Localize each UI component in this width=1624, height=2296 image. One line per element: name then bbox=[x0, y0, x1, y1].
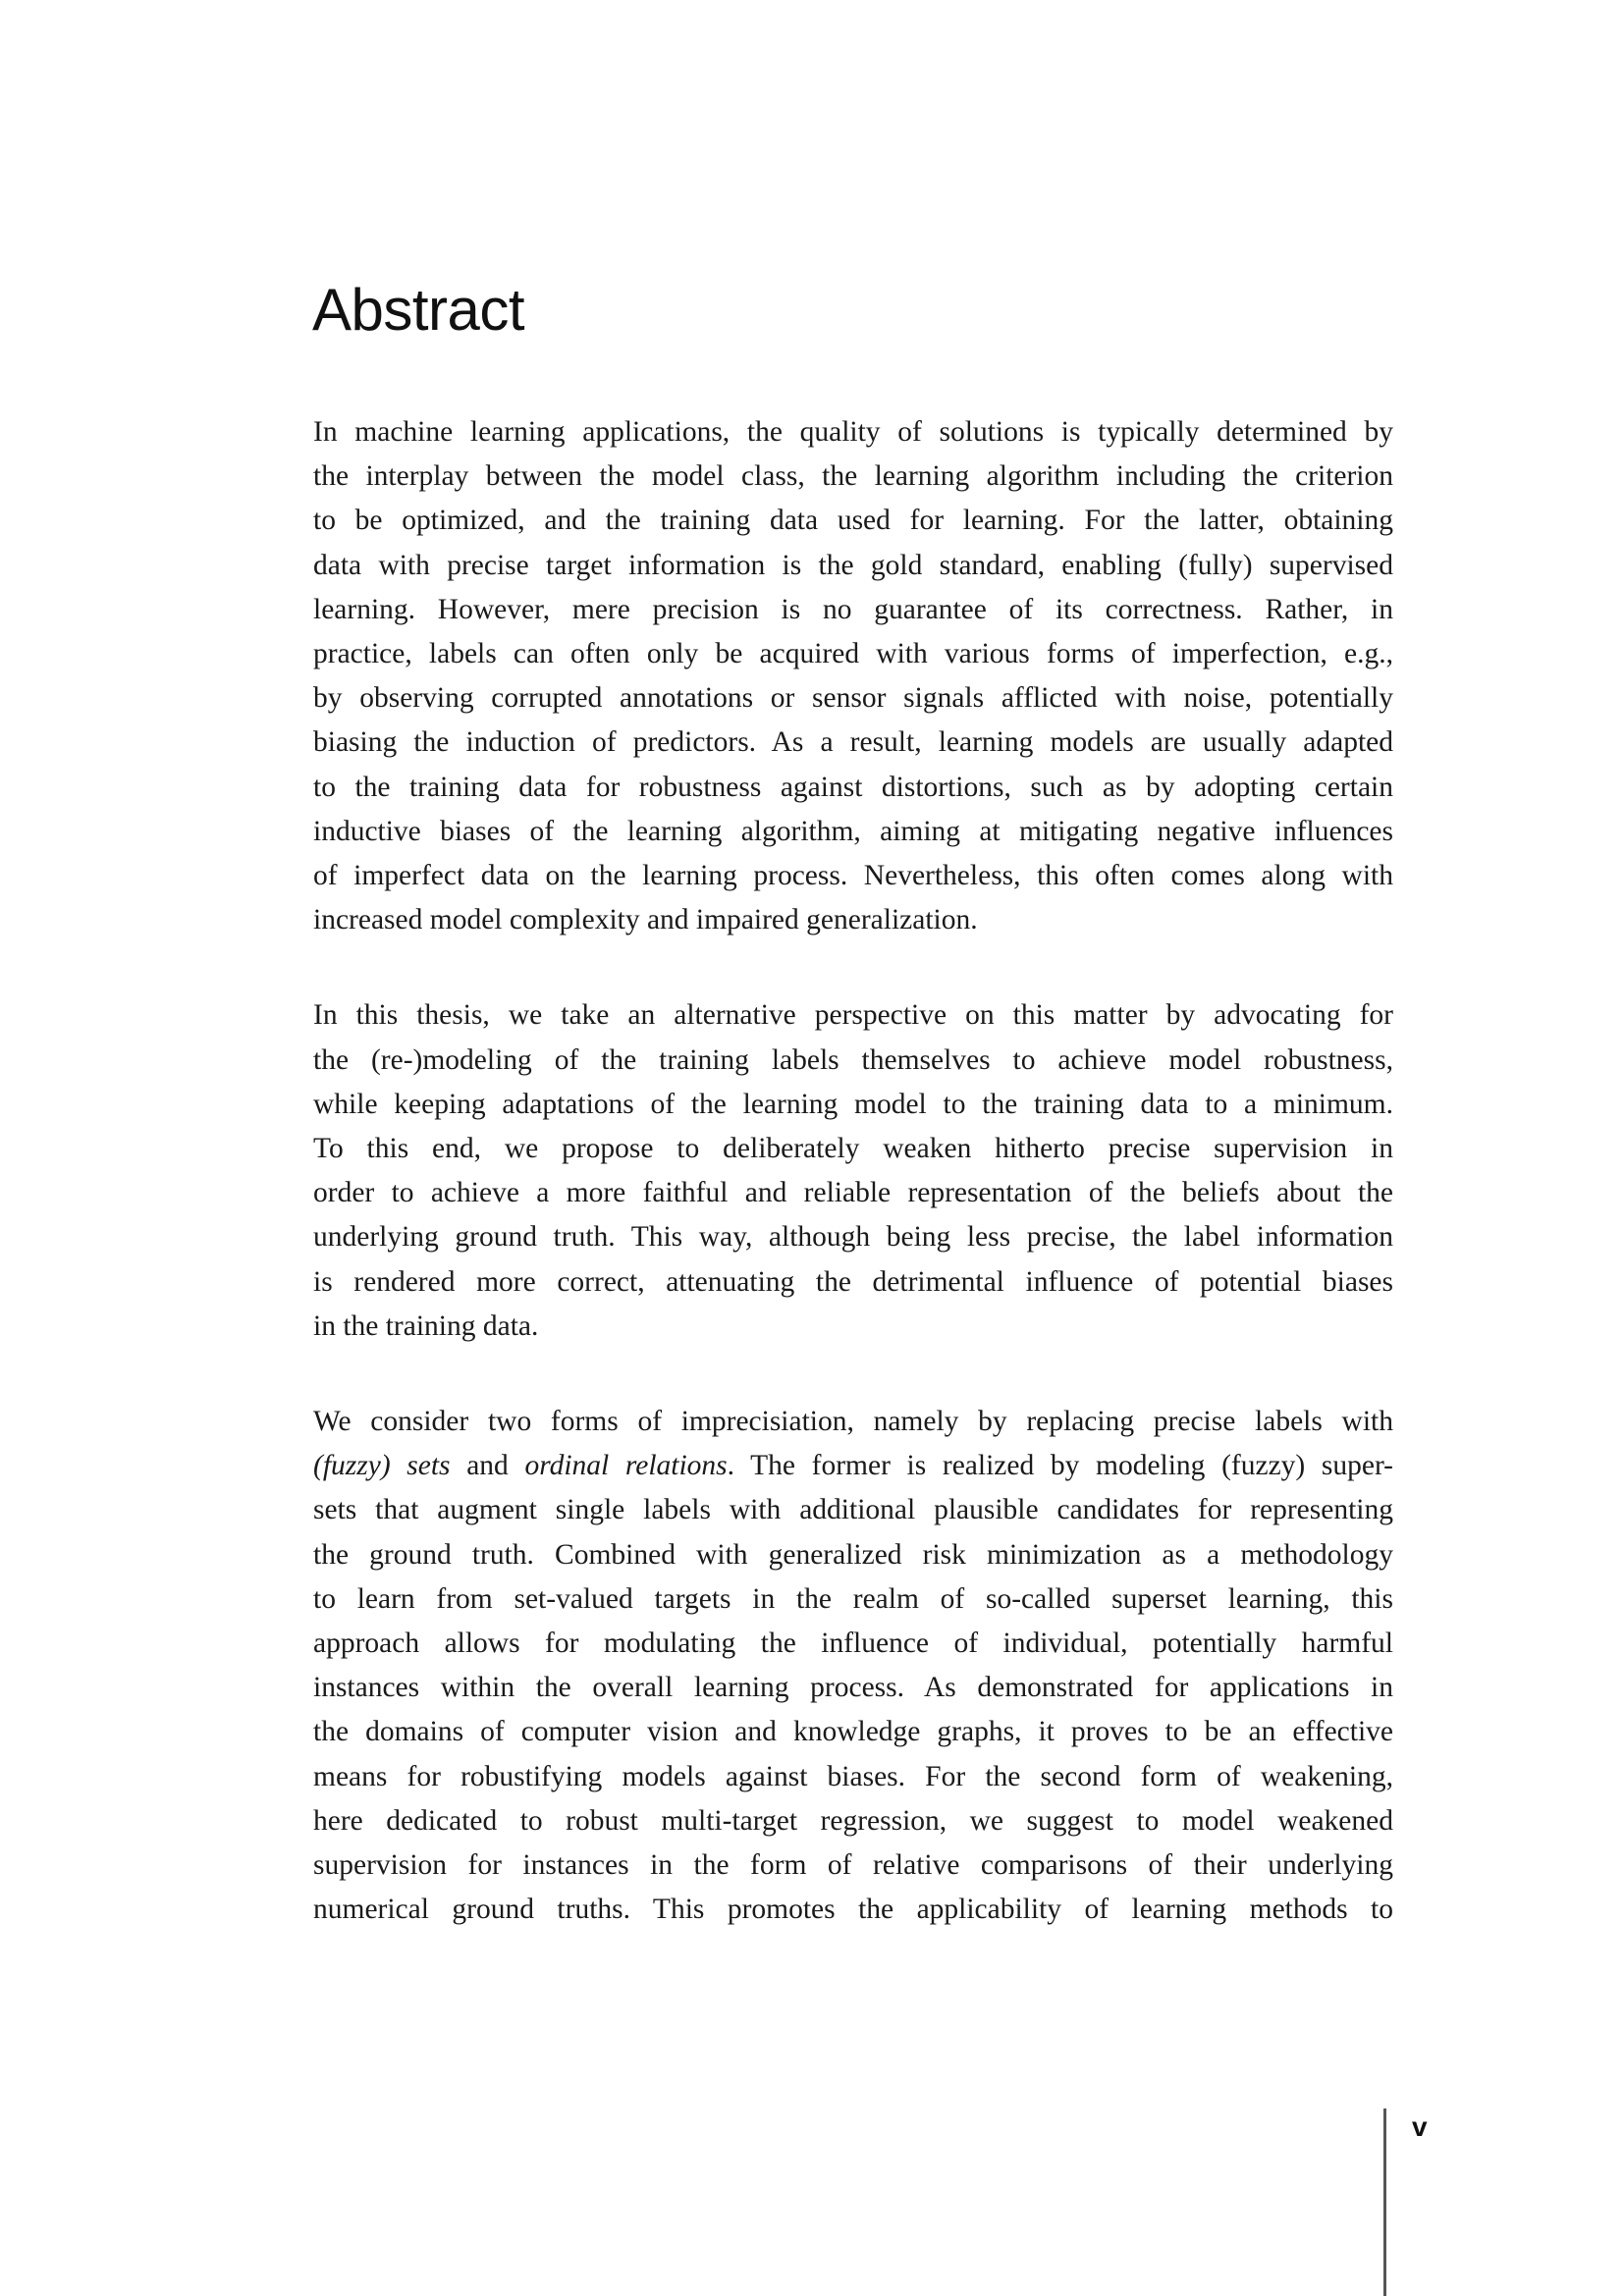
text-fragment: . The former is realized by modeling (fuzzy) super- bbox=[727, 1450, 1394, 1482]
text-line: data with precise target information is the gold standard, enabling (fully) supervised bbox=[313, 549, 1393, 581]
text-line: here dedicated to robust multi-target regression, we suggest to model weakened bbox=[313, 1804, 1393, 1837]
text-line: the interplay between the model class, the learning algorithm including the criterion bbox=[313, 460, 1393, 493]
text-line: of imperfect data on the learning process. Nevertheless, this often comes along with bbox=[313, 860, 1393, 892]
text-line: We consider two forms of imprecisiation, namely by replacing precise labels with bbox=[313, 1406, 1393, 1438]
text-line: to learn from set-valued targets in the realm of so-called superset learning, this bbox=[313, 1582, 1393, 1615]
text-line: learning. However, mere precision is no guarantee of its correctness. Rather, in bbox=[313, 593, 1393, 625]
text-line: to be optimized, and the training data used for learning. For the latter, obtaining bbox=[313, 505, 1393, 537]
text-line: the (re-)modeling of the training labels themselves to achieve model robustness, bbox=[313, 1043, 1393, 1076]
section-heading: Abstract bbox=[312, 277, 525, 343]
paragraph-1 bbox=[313, 410, 1393, 942]
text-line: increased model complexity and impaired generalization. bbox=[313, 904, 978, 936]
abstract-body bbox=[313, 410, 1393, 1933]
text-line: In machine learning applications, the quality of solutions is typically determined by bbox=[313, 416, 1393, 448]
page-number-rule bbox=[1383, 2109, 1386, 2296]
text-fragment: and bbox=[450, 1450, 525, 1482]
text-line: To this end, we propose to deliberately weaken hitherto precise supervision in bbox=[313, 1133, 1393, 1165]
text-line: underlying ground truth. This way, although being less precise, the label information bbox=[313, 1221, 1393, 1254]
text-line-emphasis bbox=[313, 1444, 1393, 1488]
text-line: order to achieve a more faithful and reliable representation of the beliefs about the bbox=[313, 1177, 1393, 1209]
text-line: approach allows for modulating the influence of individual, potentially harmful bbox=[313, 1628, 1393, 1660]
emphasis-fuzzy-sets: (fuzzy) sets bbox=[313, 1450, 451, 1482]
text-line: means for robustifying models against biases. For the second form of weakening, bbox=[313, 1760, 1393, 1792]
text-line: the ground truth. Combined with generalized risk minimization as a methodology bbox=[313, 1538, 1393, 1571]
text-line: biasing the induction of predictors. As a result, learning models are usually adapted bbox=[313, 726, 1393, 759]
text-line: to the training data for robustness against distortions, such as by adopting certain bbox=[313, 771, 1393, 803]
text-line: practice, labels can often only be acquired with various forms of imperfection, e.g., bbox=[313, 638, 1393, 670]
emphasis-ordinal-relations: ordinal relations bbox=[524, 1450, 728, 1482]
page-number: v bbox=[1412, 2111, 1428, 2142]
text-line: In this thesis, we take an alternative perspective on this matter by advocating for bbox=[313, 999, 1393, 1032]
text-line: instances within the overall learning process. As demonstrated for applications in bbox=[313, 1672, 1393, 1704]
text-line: numerical ground truths. This promotes the applicability of learning methods to bbox=[313, 1894, 1393, 1926]
text-line: by observing corrupted annotations or sensor signals afflicted with noise, potentially bbox=[313, 682, 1393, 715]
text-line: inductive biases of the learning algorithm, aiming at mitigating negative influences bbox=[313, 815, 1393, 847]
text-line: the domains of computer vision and knowledge graphs, it proves to be an effective bbox=[313, 1716, 1393, 1748]
paragraph-3 bbox=[313, 1400, 1393, 1932]
text-line: while keeping adaptations of the learning model to the training data to a minimum. bbox=[313, 1088, 1393, 1120]
paragraph-2 bbox=[313, 993, 1393, 1349]
text-line: in the training data. bbox=[313, 1309, 539, 1342]
text-line: supervision for instances in the form of relative comparisons of their underlying bbox=[313, 1849, 1393, 1882]
text-line: is rendered more correct, attenuating the detrimental influence of potential biases bbox=[313, 1265, 1393, 1298]
text-line: sets that augment single labels with additional plausible candidates for representing bbox=[313, 1494, 1393, 1526]
